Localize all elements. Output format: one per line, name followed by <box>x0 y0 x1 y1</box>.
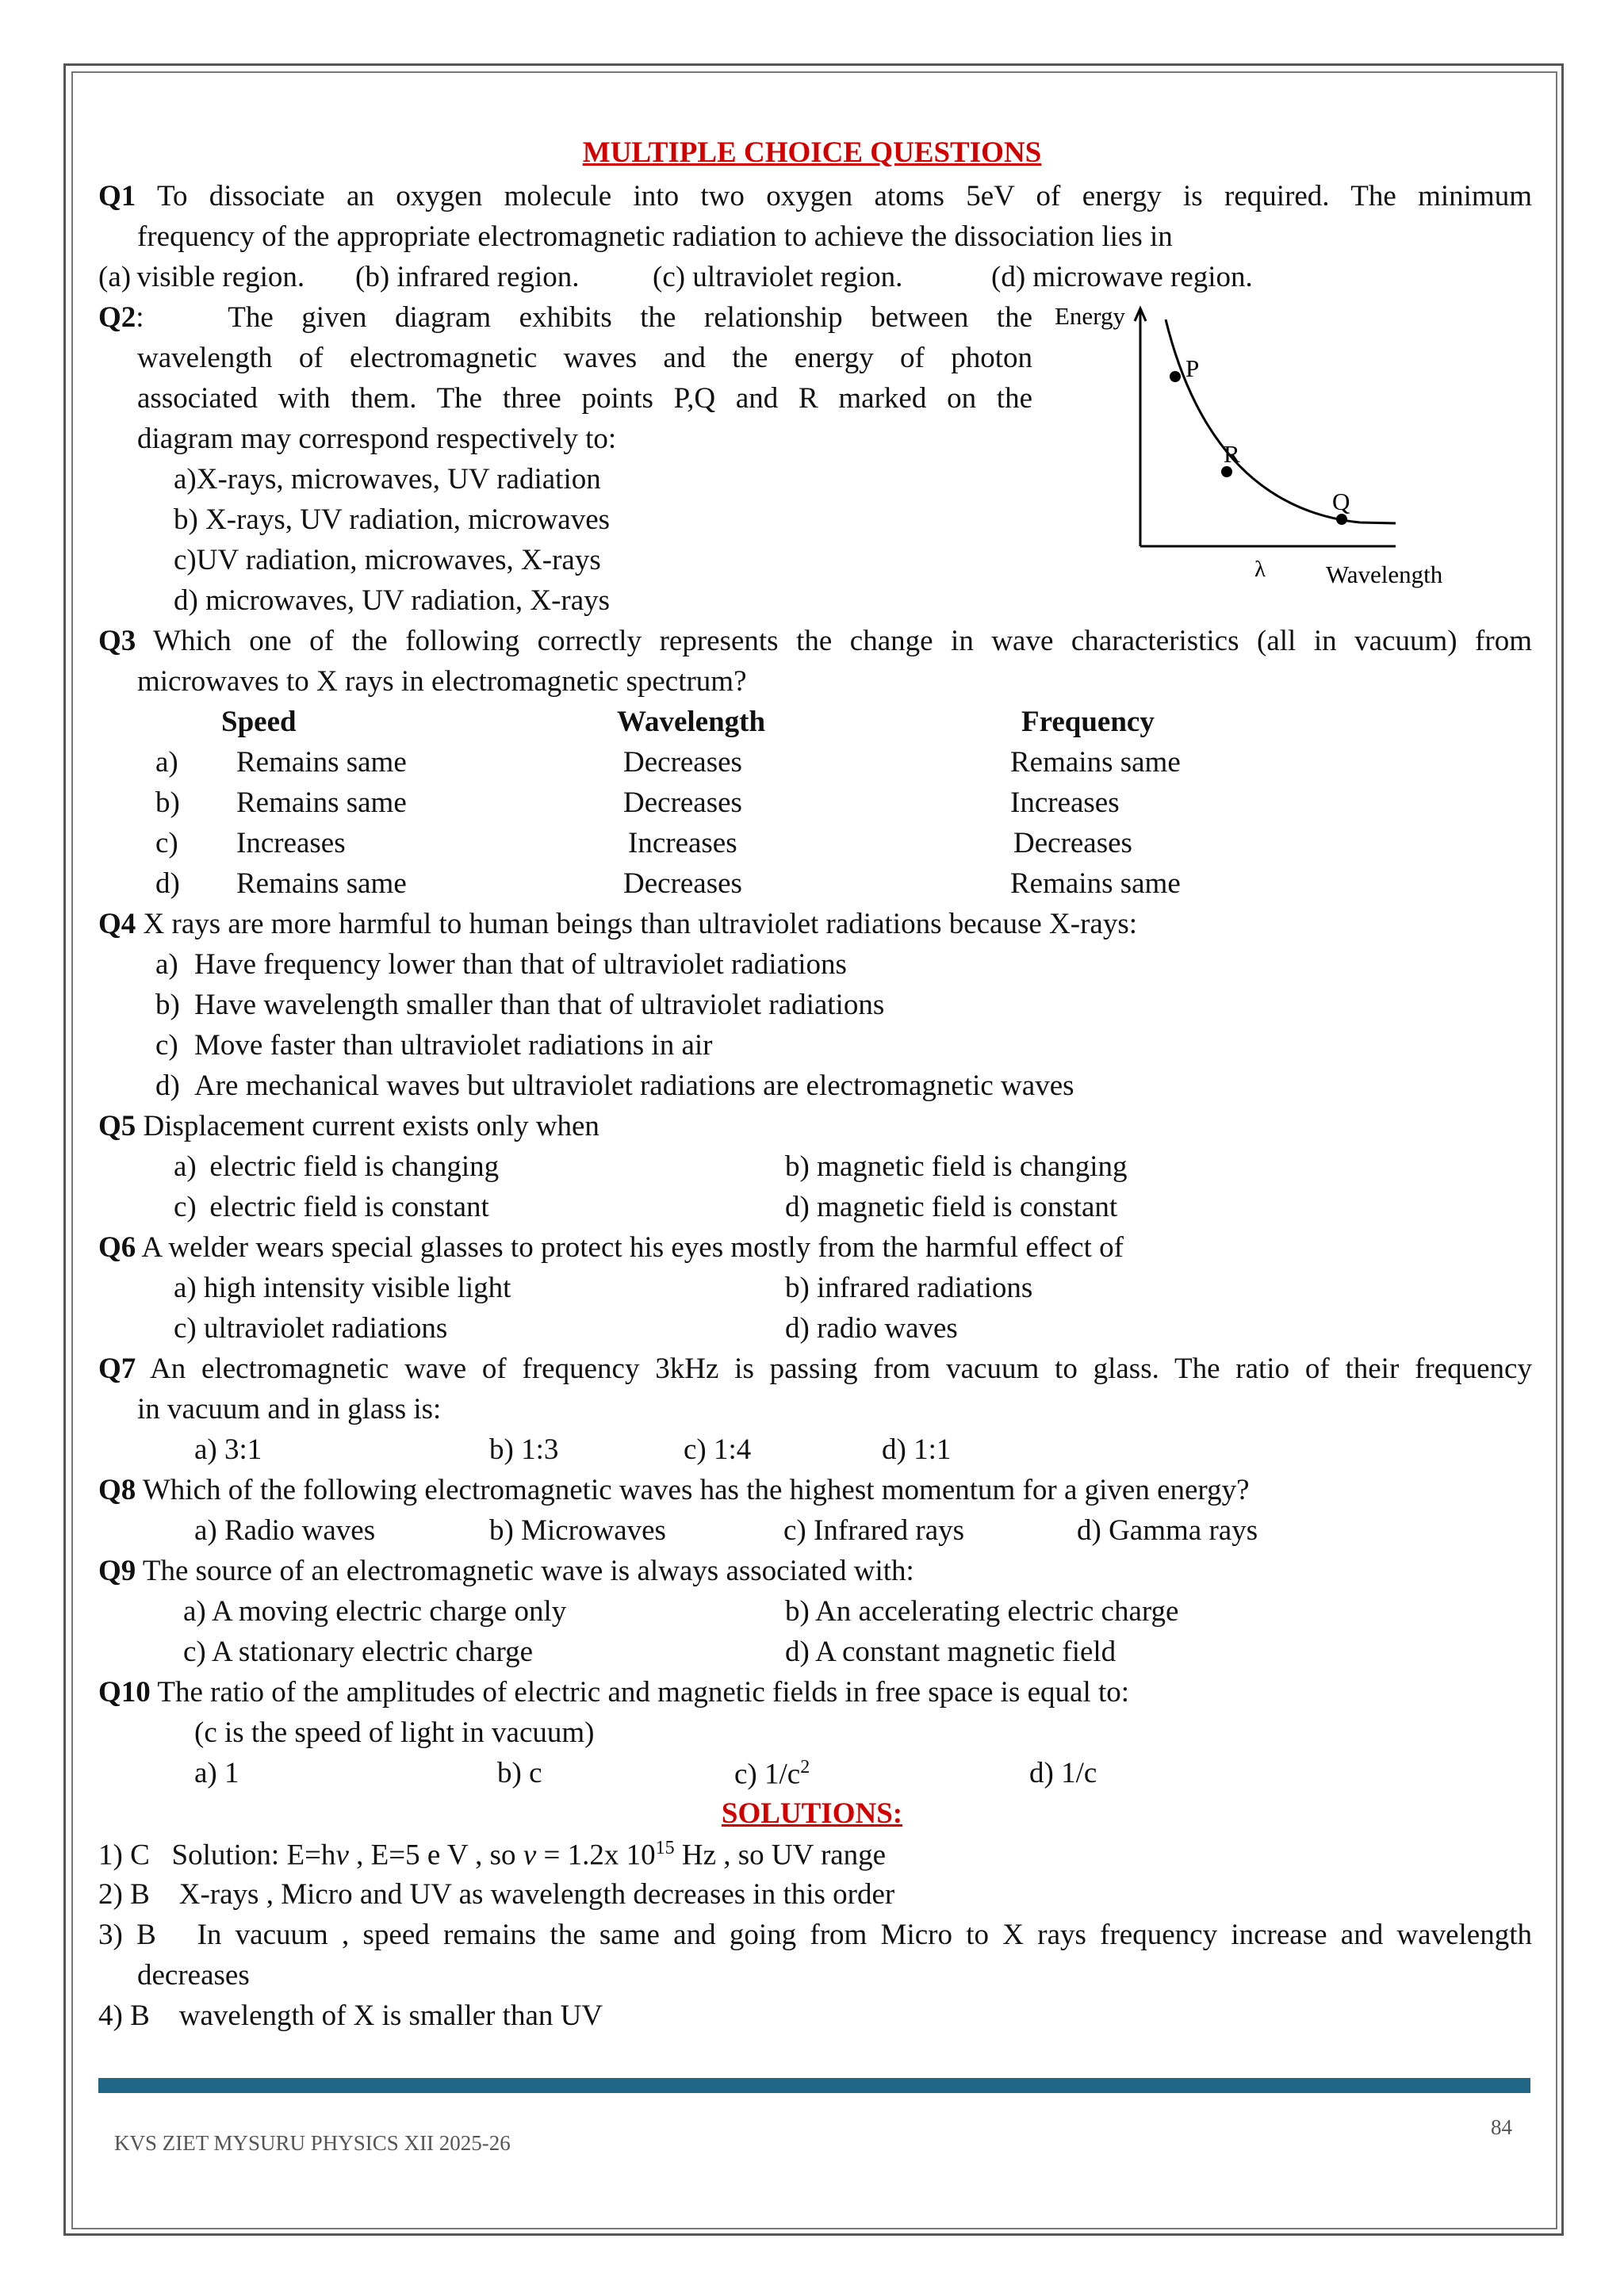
graph-label-r: R <box>1224 440 1240 468</box>
q9-line1 <box>98 1555 914 1589</box>
q3-line1 <box>98 625 1532 659</box>
q4-option-a: Have frequency lower than that of ultraviolet radiations <box>194 948 847 981</box>
graph-label-p: P <box>1185 354 1200 382</box>
q9-option-b: b) An accelerating electric charge <box>785 1595 1179 1628</box>
q3-row-d-frequency: Remains same <box>1010 867 1181 900</box>
q3-row-a-wavelength: Decreases <box>623 746 742 779</box>
q10-line1 <box>98 1676 1129 1710</box>
solution-1-text-a: Solution: E=h <box>171 1839 336 1872</box>
q3-text: Which one of the following correctly represents the change in wave characteristics (all in vacuum) from <box>153 625 1532 657</box>
q4-option-c-label: c) <box>155 1029 178 1062</box>
q9-option-c: c) A stationary electric charge <box>183 1636 534 1668</box>
q2-colon: : <box>136 301 144 334</box>
q9-option-a: a) A moving electric charge only <box>183 1595 567 1628</box>
solution-4-text: wavelength of X is smaller than UV <box>178 1999 603 2032</box>
q6-option-b: b) infrared radiations <box>785 1272 1033 1304</box>
q2-line1 <box>98 301 1032 335</box>
q6-option-c: c) ultraviolet radiations <box>174 1312 448 1345</box>
q4-option-c: Move faster than ultraviolet radiations in air <box>194 1029 713 1062</box>
q3-header-frequency: Frequency <box>1021 706 1155 738</box>
q3-row-b-speed: Remains same <box>236 786 407 819</box>
q3-row-a-speed: Remains same <box>236 746 407 779</box>
q9-number: Q9 <box>98 1555 136 1587</box>
q10-number: Q10 <box>98 1676 151 1709</box>
q1-text: To dissociate an oxygen molecule into two oxygen atoms 5eV of energy is required. The minimum <box>156 180 1532 212</box>
q5-option-d: d) magnetic field is constant <box>785 1191 1118 1223</box>
q4-option-a-label: a) <box>155 948 178 981</box>
q3-row-c-speed: Increases <box>236 827 346 859</box>
graph-point-q <box>1336 514 1347 525</box>
q8-option-c: c) Infrared rays <box>783 1514 965 1547</box>
q10-text: The ratio of the amplitudes of electric and magnetic fields in free space is equal to: <box>157 1676 1130 1709</box>
solution-2 <box>98 1878 894 1912</box>
q8-line1 <box>98 1474 1250 1508</box>
page-number: 84 <box>1491 2115 1512 2139</box>
q1-option-b: (b) infrared region. <box>355 261 580 293</box>
q3-line2: microwaves to X rays in electromagnetic spectrum? <box>137 665 747 698</box>
graph-point-p <box>1170 371 1181 382</box>
solution-3-text: In vacuum , speed remains the same and going from Micro to X rays frequency increase and wavelength <box>197 1919 1532 1951</box>
q9-option-d: d) A constant magnetic field <box>785 1636 1116 1668</box>
q10-option-b: b) c <box>497 1757 542 1789</box>
q5-text: Displacement current exists only when <box>143 1110 599 1142</box>
q10-option-d: d) 1/c <box>1029 1757 1097 1789</box>
q2-option-b: b) X-rays, UV radiation, microwaves <box>174 503 611 536</box>
graph-label-q: Q <box>1332 488 1350 515</box>
q3-row-d-label: d) <box>155 867 180 900</box>
q3-row-d-wavelength: Decreases <box>623 867 742 900</box>
q3-row-c-label: c) <box>155 827 178 859</box>
solution-1-nu-2: ν <box>523 1839 537 1872</box>
q2-text: The given diagram exhibits the relationship between the <box>228 301 1033 334</box>
q3-row-a-frequency: Remains same <box>1010 746 1181 779</box>
q5-option-c: c) electric field is constant <box>174 1191 489 1223</box>
q7-line1 <box>98 1353 1532 1387</box>
q2-line2: wavelength of electromagnetic waves and the energy of photon <box>137 342 1032 374</box>
footer-text: KVS ZIET MYSURU PHYSICS XII 2025-26 <box>114 2131 511 2155</box>
solution-4 <box>98 1999 603 2034</box>
solution-1-text-b: , E=5 e V , so <box>356 1839 523 1872</box>
q10-option-a: a) 1 <box>194 1757 239 1789</box>
graph-point-r <box>1221 466 1232 477</box>
q4-text: X rays are more harmful to human beings than ultraviolet radiations because X-rays: <box>143 908 1138 940</box>
q5-number: Q5 <box>98 1110 136 1142</box>
solution-3-line1 <box>98 1919 1532 1953</box>
q7-option-b: b) 1:3 <box>489 1433 559 1466</box>
solution-2-text: X-rays , Micro and UV as wavelength decreases in this order <box>178 1878 895 1911</box>
q4-option-d: Are mechanical waves but ultraviolet radiations are electromagnetic waves <box>194 1070 1074 1102</box>
q2-option-d: d) microwaves, UV radiation, X-rays <box>174 584 611 617</box>
q1-line2: frequency of the appropriate electromagnetic radiation to achieve the dissociation lies in <box>137 220 1173 253</box>
graph-y-label: Energy <box>1055 302 1125 330</box>
solutions-title-text: SOLUTIONS: <box>721 1797 903 1830</box>
q3-number: Q3 <box>98 625 136 657</box>
q3-header-wavelength: Wavelength <box>617 706 766 738</box>
q4-number: Q4 <box>98 908 136 940</box>
solution-1-answer: C <box>130 1839 150 1872</box>
q7-text: An electromagnetic wave of frequency 3kHz is passing from vacuum to glass. The ratio of their frequency <box>150 1353 1532 1385</box>
q8-option-d: d) Gamma rays <box>1077 1514 1258 1547</box>
q4-option-d-label: d) <box>155 1070 180 1102</box>
q3-row-b-wavelength: Decreases <box>623 786 742 819</box>
q10-option-c-text: c) 1/c <box>734 1758 801 1791</box>
q3-row-c-frequency: Decreases <box>1013 827 1132 859</box>
q9-text: The source of an electromagnetic wave is always associated with: <box>142 1555 914 1587</box>
q7-option-d: d) 1:1 <box>882 1433 952 1466</box>
q6-option-d: d) radio waves <box>785 1312 958 1345</box>
q2-number: Q2 <box>98 301 136 334</box>
q10-option-c <box>734 1757 810 1792</box>
q7-option-c: c) 1:4 <box>684 1433 752 1466</box>
q2-option-c: c)UV radiation, microwaves, X-rays <box>174 544 601 576</box>
solution-3-number: 3) <box>98 1919 123 1951</box>
q3-row-b-frequency: Increases <box>1010 786 1120 819</box>
q1-option-d: (d) microwave region. <box>991 261 1253 293</box>
q3-row-b-label: b) <box>155 786 180 819</box>
q7-line2: in vacuum and in glass is: <box>137 1393 442 1425</box>
q1-option-a: (a) visible region. <box>98 261 305 293</box>
q8-option-a: a) Radio waves <box>194 1514 376 1547</box>
q3-row-d-speed: Remains same <box>236 867 407 900</box>
q1-number: Q1 <box>98 180 136 212</box>
q6-option-a: a) high intensity visible light <box>174 1272 511 1304</box>
q5-option-b: b) magnetic field is changing <box>785 1150 1128 1183</box>
energy-wavelength-graph <box>1047 297 1475 599</box>
graph-lambda-label: λ <box>1254 557 1266 582</box>
solution-2-answer: B <box>130 1878 150 1911</box>
solution-2-number: 2) <box>98 1878 123 1911</box>
q5-option-a: a) electric field is changing <box>174 1150 500 1183</box>
solutions-title <box>0 1797 1624 1831</box>
solution-1-number: 1) <box>98 1839 123 1872</box>
solution-3-line2: decreases <box>137 1959 250 1992</box>
q4-line1 <box>98 908 1137 942</box>
q2-line3: associated with them. The three points P,Q and R marked on the <box>137 382 1032 415</box>
q2-option-a: a)X-rays, microwaves, UV radiation <box>174 463 601 496</box>
q3-header-speed: Speed <box>221 706 297 738</box>
q1-line1 <box>98 180 1532 214</box>
q4-option-b: Have wavelength smaller than that of ultraviolet radiations <box>194 989 885 1021</box>
q6-line1 <box>98 1231 1124 1265</box>
solution-1-text-d: Hz , so UV range <box>674 1839 887 1872</box>
graph-curve <box>1166 320 1396 523</box>
q10-option-c-superscript: 2 <box>800 1757 810 1777</box>
q2-line4: diagram may correspond respectively to: <box>137 423 617 455</box>
q1-option-c: (c) ultraviolet region. <box>653 261 903 293</box>
q7-number: Q7 <box>98 1353 136 1385</box>
q8-number: Q8 <box>98 1474 136 1506</box>
solution-4-answer: B <box>130 1999 150 2032</box>
page-title <box>0 136 1624 170</box>
q5-line1 <box>98 1110 599 1144</box>
q6-number: Q6 <box>98 1231 136 1264</box>
solution-1 <box>98 1838 886 1873</box>
q4-option-b-label: b) <box>155 989 180 1021</box>
solution-1-text-c: = 1.2x 10 <box>536 1839 656 1872</box>
graph-x-label: Wavelength <box>1326 561 1443 588</box>
q8-text: Which of the following electromagnetic waves has the highest momentum for a given energy? <box>142 1474 1250 1506</box>
solution-3-answer: B <box>136 1919 156 1951</box>
q3-row-c-wavelength: Increases <box>628 827 737 859</box>
page-title-text: MULTIPLE CHOICE QUESTIONS <box>582 136 1042 169</box>
q8-option-b: b) Microwaves <box>489 1514 666 1547</box>
solution-1-exponent: 15 <box>655 1838 675 1858</box>
solution-1-nu: ν <box>335 1839 349 1872</box>
q3-row-a-label: a) <box>155 746 178 779</box>
footer-divider-bar <box>98 2078 1530 2093</box>
q6-text: A welder wears special glasses to protect his eyes mostly from the harmful effect of <box>141 1231 1124 1264</box>
q10-note: (c is the speed of light in vacuum) <box>194 1716 595 1749</box>
solution-4-number: 4) <box>98 1999 123 2032</box>
q7-option-a: a) 3:1 <box>194 1433 262 1466</box>
